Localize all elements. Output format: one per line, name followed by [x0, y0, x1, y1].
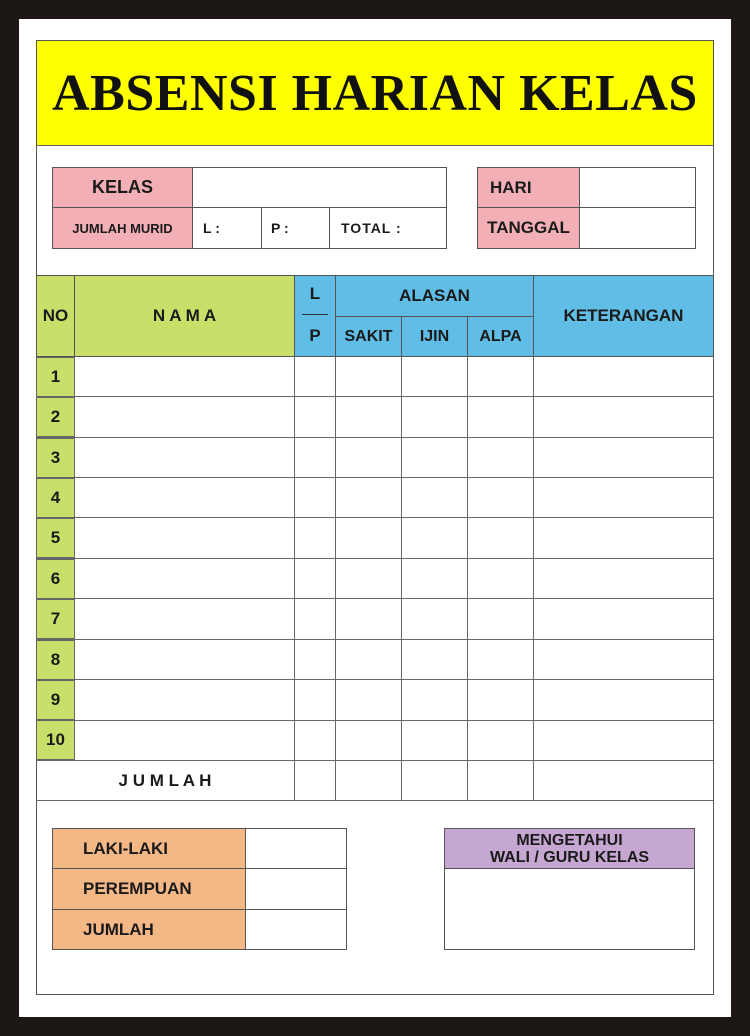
header-lp-divider [302, 314, 328, 315]
row-number: 1 [36, 357, 75, 397]
row-number: 3 [36, 438, 75, 478]
jumlah-murid-label: JUMLAH MURID [52, 207, 193, 249]
row-number: 7 [36, 599, 75, 639]
jumlah-row-label: J U M L A H [118, 771, 212, 790]
signature-field[interactable] [444, 868, 695, 950]
jumlah-l-field[interactable]: L : [192, 207, 262, 249]
tanggal-field[interactable] [579, 207, 696, 249]
perempuan-field[interactable] [245, 868, 347, 910]
table-body [36, 356, 714, 801]
header-alpa: ALPA [467, 316, 534, 357]
kelas-label: KELAS [52, 167, 193, 208]
row-number: 6 [36, 559, 75, 599]
page-title: ABSENSI HARIAN KELAS [37, 41, 713, 146]
jumlah-summary-field[interactable] [245, 909, 347, 950]
header-l: L [309, 284, 321, 303]
hari-field[interactable] [579, 167, 696, 208]
laki-laki-field[interactable] [245, 828, 347, 869]
row-number: 2 [36, 397, 75, 437]
header-p: P [309, 326, 321, 345]
row-number: 4 [36, 478, 75, 518]
jumlah-p-field[interactable]: P : [261, 207, 330, 249]
laki-laki-label: LAKI-LAKI [52, 828, 246, 869]
row-number: 9 [36, 680, 75, 720]
header-alasan: ALASAN [335, 275, 534, 317]
mengetahui-line1: MENGETAHUI [516, 831, 623, 849]
header-keterangan: KETERANGAN [533, 275, 714, 357]
tanggal-label: TANGGAL [477, 207, 580, 249]
hari-label: HARI [477, 167, 580, 208]
header-no: NO [36, 275, 75, 357]
header-ijin: IJIN [401, 316, 468, 357]
mengetahui-line2: WALI / GURU KELAS [489, 848, 650, 866]
header-sakit: SAKIT [335, 316, 402, 357]
row-number: 5 [36, 518, 75, 558]
jumlah-total-field[interactable]: TOTAL : [329, 207, 447, 249]
perempuan-label: PEREMPUAN [52, 868, 246, 910]
mengetahui-header [444, 828, 695, 869]
kelas-field[interactable] [192, 167, 447, 208]
jumlah-summary-label: JUMLAH [52, 909, 246, 950]
row-number: 10 [36, 720, 75, 760]
header-nama: N A M A [74, 275, 295, 357]
row-number: 8 [36, 640, 75, 680]
